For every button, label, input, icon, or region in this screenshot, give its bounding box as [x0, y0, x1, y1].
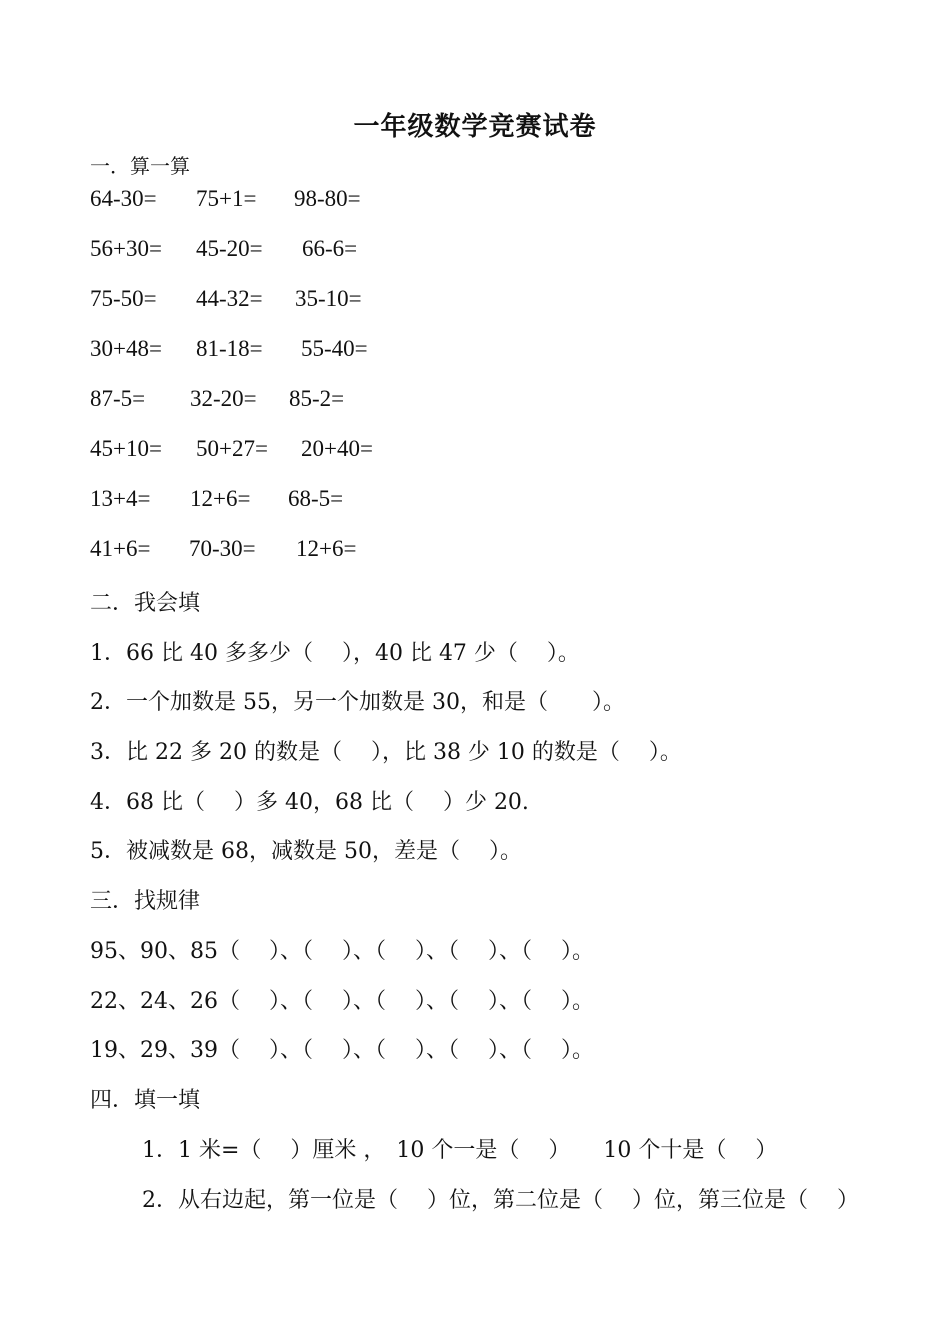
pattern-question: 19、29、39（ ）、（ ）、（ ）、（ ）、（ ）。 — [90, 1038, 594, 1063]
section4-heading: 四．填一填 — [90, 1088, 201, 1113]
calc-item: 87-5= — [90, 386, 146, 411]
calc-item: 55-40= — [301, 336, 368, 361]
calc-item: 68-5= — [288, 486, 344, 511]
calc-item: 45-20= — [196, 236, 263, 261]
pattern-question: 95、90、85（ ）、（ ）、（ ）、（ ）、（ ）。 — [90, 939, 594, 964]
calc-item: 45+10= — [90, 436, 162, 461]
calc-item: 41+6= — [90, 536, 151, 561]
calc-item: 50+27= — [196, 436, 268, 461]
section2-heading: 二．我会填 — [90, 591, 201, 616]
calc-item: 85-2= — [289, 386, 345, 411]
fill-in-question: 2．从右边起，第一位是（ ）位，第二位是（ ）位，第三位是（ ） — [142, 1188, 859, 1213]
calc-item: 30+48= — [90, 336, 162, 361]
calc-item: 66-6= — [302, 236, 358, 261]
calc-item: 75-50= — [90, 286, 157, 311]
fill-question: 5．被减数是 68，减数是 50，差是（ ）。 — [90, 839, 522, 864]
calc-item: 70-30= — [189, 536, 256, 561]
pattern-question: 22、24、26（ ）、（ ）、（ ）、（ ）、（ ）。 — [90, 989, 594, 1014]
fill-question: 3．比 22 多 20 的数是（ ），比 38 少 10 的数是（ ）。 — [90, 740, 682, 765]
calc-item: 13+4= — [90, 486, 151, 511]
calc-item: 35-10= — [295, 286, 362, 311]
fill-question: 1．66 比 40 多多少（ ），40 比 47 少（ ）。 — [90, 641, 580, 666]
section1-heading: 一．算一算 — [90, 154, 190, 178]
calc-item: 20+40= — [301, 436, 373, 461]
calc-item: 32-20= — [190, 386, 257, 411]
calc-item: 81-18= — [196, 336, 263, 361]
exam-title: 一年级数学竞赛试卷 — [353, 112, 597, 142]
calc-item: 98-80= — [294, 186, 361, 211]
calc-item: 64-30= — [90, 186, 157, 211]
fill-in-question: 1．1 米=（ ）厘米 ， 10 个一是（ ） 10 个十是（ ） — [142, 1138, 778, 1163]
calc-item: 75+1= — [196, 186, 257, 211]
fill-question: 2．一个加数是 55，另一个加数是 30，和是（ ）。 — [90, 690, 625, 715]
calc-item: 12+6= — [190, 486, 251, 511]
calc-item: 44-32= — [196, 286, 263, 311]
calc-item: 56+30= — [90, 236, 162, 261]
calc-item: 12+6= — [296, 536, 357, 561]
section3-heading: 三．找规律 — [90, 889, 201, 914]
fill-question: 4．68 比（ ）多 40，68 比（ ）少 20. — [90, 790, 529, 815]
